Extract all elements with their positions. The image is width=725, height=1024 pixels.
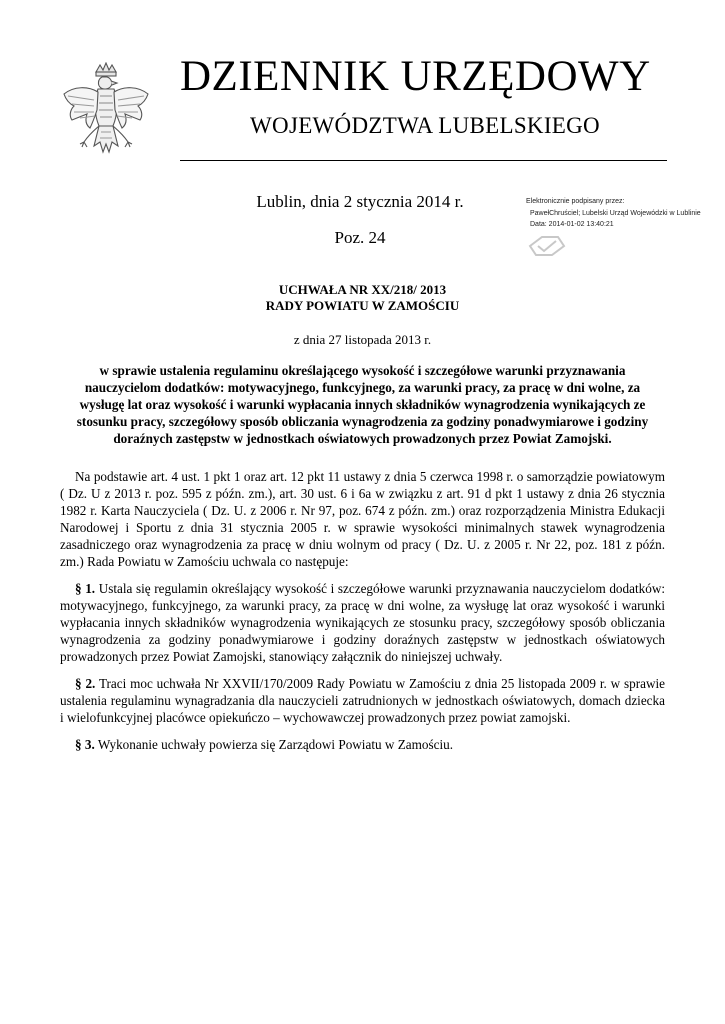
section-3 xyxy=(60,736,665,753)
header-divider xyxy=(180,160,667,161)
resolution-number: UCHWAŁA NR XX/218/ 2013 xyxy=(278,282,447,297)
section-2-label: § 2. xyxy=(75,676,96,691)
section-2-text: Traci moc uchwała Nr XXVII/170/2009 Rady Powiatu w Zamościu z dnia 25 listopada 2009 r. w sprawie ustalenia regulaminu wynagradzania dla nauczycieli zatrudnionych w jednostkach oświatowych, domach dziecka i wielofunkcyjnej placówce opiekuńczo – wychowawczej prowadzonych przez powiat zamojski. xyxy=(60,676,665,725)
section-3-text: Wykonanie uchwały powierza się Zarządowi Powiatu w Zamościu. xyxy=(97,737,453,752)
journal-subtitle: WOJEWÓDZTWA LUBELSKIEGO xyxy=(250,113,600,138)
section-2 xyxy=(60,675,665,726)
polish-eagle-emblem-icon xyxy=(60,62,152,166)
resolution-title xyxy=(60,282,665,314)
resolution-issuer: RADY POWIATU W ZAMOŚCIU xyxy=(265,298,460,313)
electronic-signature xyxy=(526,196,716,231)
signature-line-2: PawełChruściel; Lubelski Urząd Wojewódzki w Lublinie xyxy=(530,209,701,217)
section-1-label: § 1. xyxy=(75,581,96,596)
journal-title: DZIENNIK URZĘDOWY xyxy=(180,53,651,100)
place-and-date: Lublin, dnia 2 stycznia 2014 r. xyxy=(256,192,464,211)
resolution-subject: w sprawie ustalenia regulaminu określającego wysokość i szczegółowe warunki przyznawania nauczycielom dodatków: motywacyjnego, funkcyjnego, za warunki pracy, za pracę w dni wolne, za wysługę lat oraz wysokość i warunki wypłacania innych składników wynagrodzenia wynikających ze stosunku pracy, szczegółowy sposób obliczania wynagrodzenia za godziny ponadwymiarowe i godziny doraźnych zastępstw w jednostkach oświatowych prowadzonych przez Powiat Zamojski. xyxy=(76,363,649,446)
signature-line-3: Data: 2014-01-02 13:40:21 xyxy=(530,221,614,228)
preamble: Na podstawie art. 4 ust. 1 pkt 1 oraz art. 12 pkt 11 ustawy z dnia 5 czerwca 1998 r. o samorządzie powiatowym ( Dz. U z 2013 r. poz. 595 z późn. zm.), art. 30 ust. 6 i 6a w związku z art. 91 d pkt 1 ustawy z dnia 26 stycznia 1982 r. Karta Nauczyciela ( Dz. U. z 2006 r. Nr 97, poz. 674 z późn. zm.) oraz rozporządzenia Ministra Edukacji Narodowej i Sportu z dnia 31 stycznia 2005 r. w sprawie wysokości minimalnych stawek wynagrodzenia zasadniczego oraz wynagrodzenia za pracę w dniu wolnym od pracy ( Dz. U. z 2005 r. Nr 22, poz. 181 z późn. zm.) Rada Powiatu w Zamościu uchwala co następuje: xyxy=(60,469,665,569)
resolution-date: z dnia 27 listopada 2013 r. xyxy=(293,332,432,347)
signature-check-icon xyxy=(526,234,568,258)
signature-line-1: Elektronicznie podpisany przez: xyxy=(526,198,625,205)
section-1-text: Ustala się regulamin określający wysokość i szczegółowe warunki przyznawania nauczycielom dodatków: motywacyjnego, funkcyjnego, za warunki pracy, za pracę w dni wolne, za wysługę lat oraz wysokość i warunki wypłacania innych składników wynagrodzenia wynikających ze stosunku pracy, szczegółowy sposób obliczania wynagrodzenia za godziny ponadwymiarowe i godziny doraźnych zastępstw w jednostkach oświatowych prowadzonych przez Powiat Zamojski, stanowiący załącznik do niniejszej uchwały. xyxy=(60,581,666,664)
section-3-label: § 3. xyxy=(75,737,95,752)
resolution-body xyxy=(60,468,665,763)
position-number: Poz. 24 xyxy=(334,228,386,247)
section-1 xyxy=(60,580,665,665)
